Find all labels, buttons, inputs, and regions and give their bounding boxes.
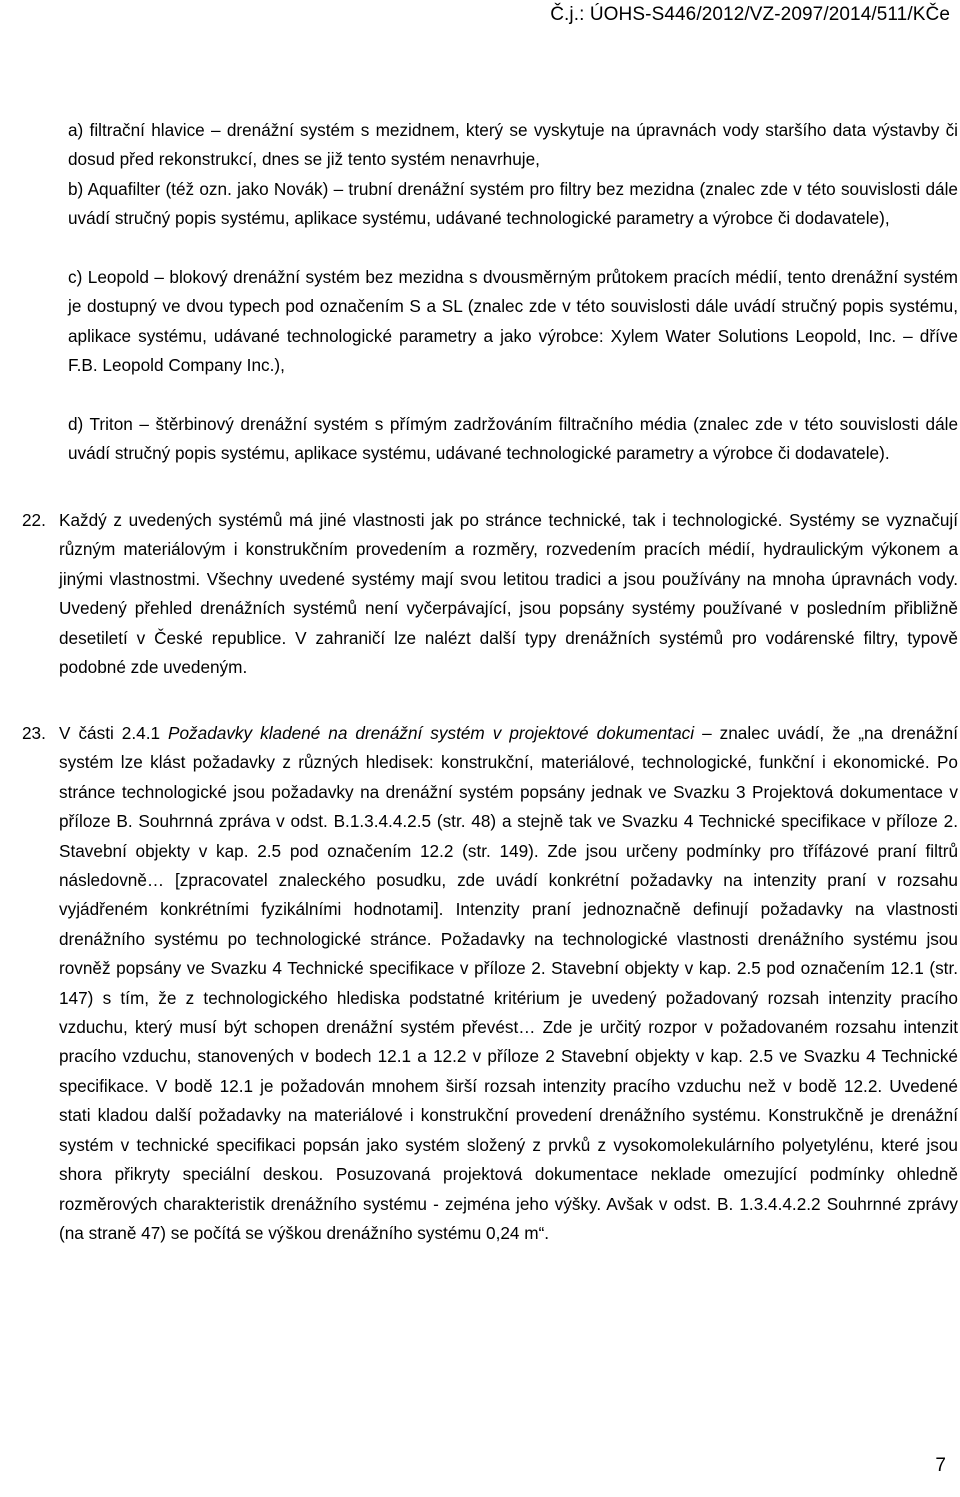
- page-number: 7: [935, 1455, 946, 1476]
- list-item-a: a) filtrační hlavice – drenážní systém s mezidnem, který se vyskytuje na úpravnách vody staršího data výstavby či dosud před rekonstrukcí, dnes se již tento systém nenavrhuje,: [68, 120, 958, 170]
- case-reference: Č.j.: ÚOHS-S446/2012/VZ-2097/2014/511/KČe: [550, 4, 950, 25]
- section-23-title: Požadavky kladené na drenážní systém v projektové dokumentaci: [168, 723, 695, 743]
- list-item-b: b) Aquafilter (též ozn. jako Novák) – trubní drenážní systém pro filtry bez mezidna (znalec zde v této souvislosti dále uvádí stručný popis systému, aplikace systému, udávané technologické parametry a výrobce či dodavatele),: [68, 179, 958, 229]
- section-23-body: – znalec uvádí, že „na drenážní systém lze klást požadavky z různých hledisek: konstrukční, materiálové, technologické, funkční i ekonomické. Po stránce technologické jsou požadavky na drenážní systém popsány jednak ve Svazku 3 Projektová dokumentace v příloze B. Souhrnná zpráva v odst. B.1.3.4.4.2.5 (str. 48) a stejně tak ve Svazku 4 Technické specifikace v příloze 2. Stavební objekty v kap. 2.5 pod označením 12.2 (str. 149). Zde jsou určeny podmínky pro třífázové praní filtrů následovně… [zpracovatel znaleckého posudku, zde uvádí konkrétní požadavky na intenzity praní v rozsahu vyjádřeném konkrétními fyzikálními hodnotami]. Intenzity praní jednoznačně definují požadavky na vlastnosti drenážního systému po technologické stránce. Požadavky na technologické vlastnosti drenážního systému jsou rovněž popsány ve Svazku 4 Technické specifikace v příloze 2. Stavební objekty v kap. 2.5 pod označením 12.1 (str. 147) s tím, že z technologického hlediska podstatné kritérium je uvedený požadovaný rozsah intenzity pracího vzduchu, který musí být schopen drenážní systém převést… Zde je určitý rozpor v požadovaném rozsahu intenzit pracího vzduchu, stanovených v bodech 12.1 a 12.2 v příloze 2 Stavební objekty v kap. 2.5 ve Svazku 4 Technické specifikace. V bodě 12.1 je požadován mnohem širší rozsah intenzity pracího vzduchu než v bodě 12.2. Uvedené stati kladou další požadavky na materiálové i konstrukční provedení drenážního systému. Konstrukčně je drenážní systém v technické specifikaci popsán jako systém složený z prvků z vysokomolekulárního polyetylénu, které jsou shora přikryty speciální deskou. Posuzovaná projektová dokumentace neklade omezující podmínky ohledně rozměrových charakteristik drenážního systému - zejména jeho výšky. Avšak v odst. B. 1.3.4.4.2.2 Souhrnné zprávy (na straně 47) se počítá se výškou drenážního systému 0,24 m“.: [59, 723, 958, 1243]
- section-23-lead: V části 2.4.1: [59, 723, 169, 743]
- list-item-d: d) Triton – štěrbinový drenážní systém s přímým zadržováním filtračního média (znalec zde v této souvislosti dále uvádí stručný popis systému, aplikace systému, udávané technologické parametry a výrobce či dodavatele).: [68, 414, 958, 464]
- section-number-23: 23.: [22, 723, 46, 743]
- section-23-text: [59, 719, 958, 1248]
- section-number-22: 22.: [22, 510, 46, 530]
- list-item-c: c) Leopold – blokový drenážní systém bez mezidna s dvousměrným průtokem pracích médií, tento drenážní systém je dostupný ve dvou typech pod označením S a SL (znalec zde v této souvislosti dále uvádí stručný popis systému, aplikace systému, udávané technologické parametry a jako výrobce: Xylem Water Solutions Leopold, Inc. – dříve F.B. Leopold Company Inc.),: [68, 267, 958, 376]
- section-22-text: Každý z uvedených systémů má jiné vlastnosti jak po stránce technické, tak i technologické. Systémy se vyznačují různým materiálovým i konstrukčním provedením a rozměry, rozvedením pracích médií, hydraulickým výkonem a jinými vlastnostmi. Všechny uvedené systémy mají svou letitou tradici a jsou používány na mnoha úpravnách vody. Uvedený přehled drenážních systémů není vyčerpávající, jsou popsány systémy používané v posledním přibližně desetiletí v České republice. V zahraničí lze nalézt další typy drenážních systémů pro vodárenské filtry, typově podobné zde uvedeným.: [59, 510, 958, 678]
